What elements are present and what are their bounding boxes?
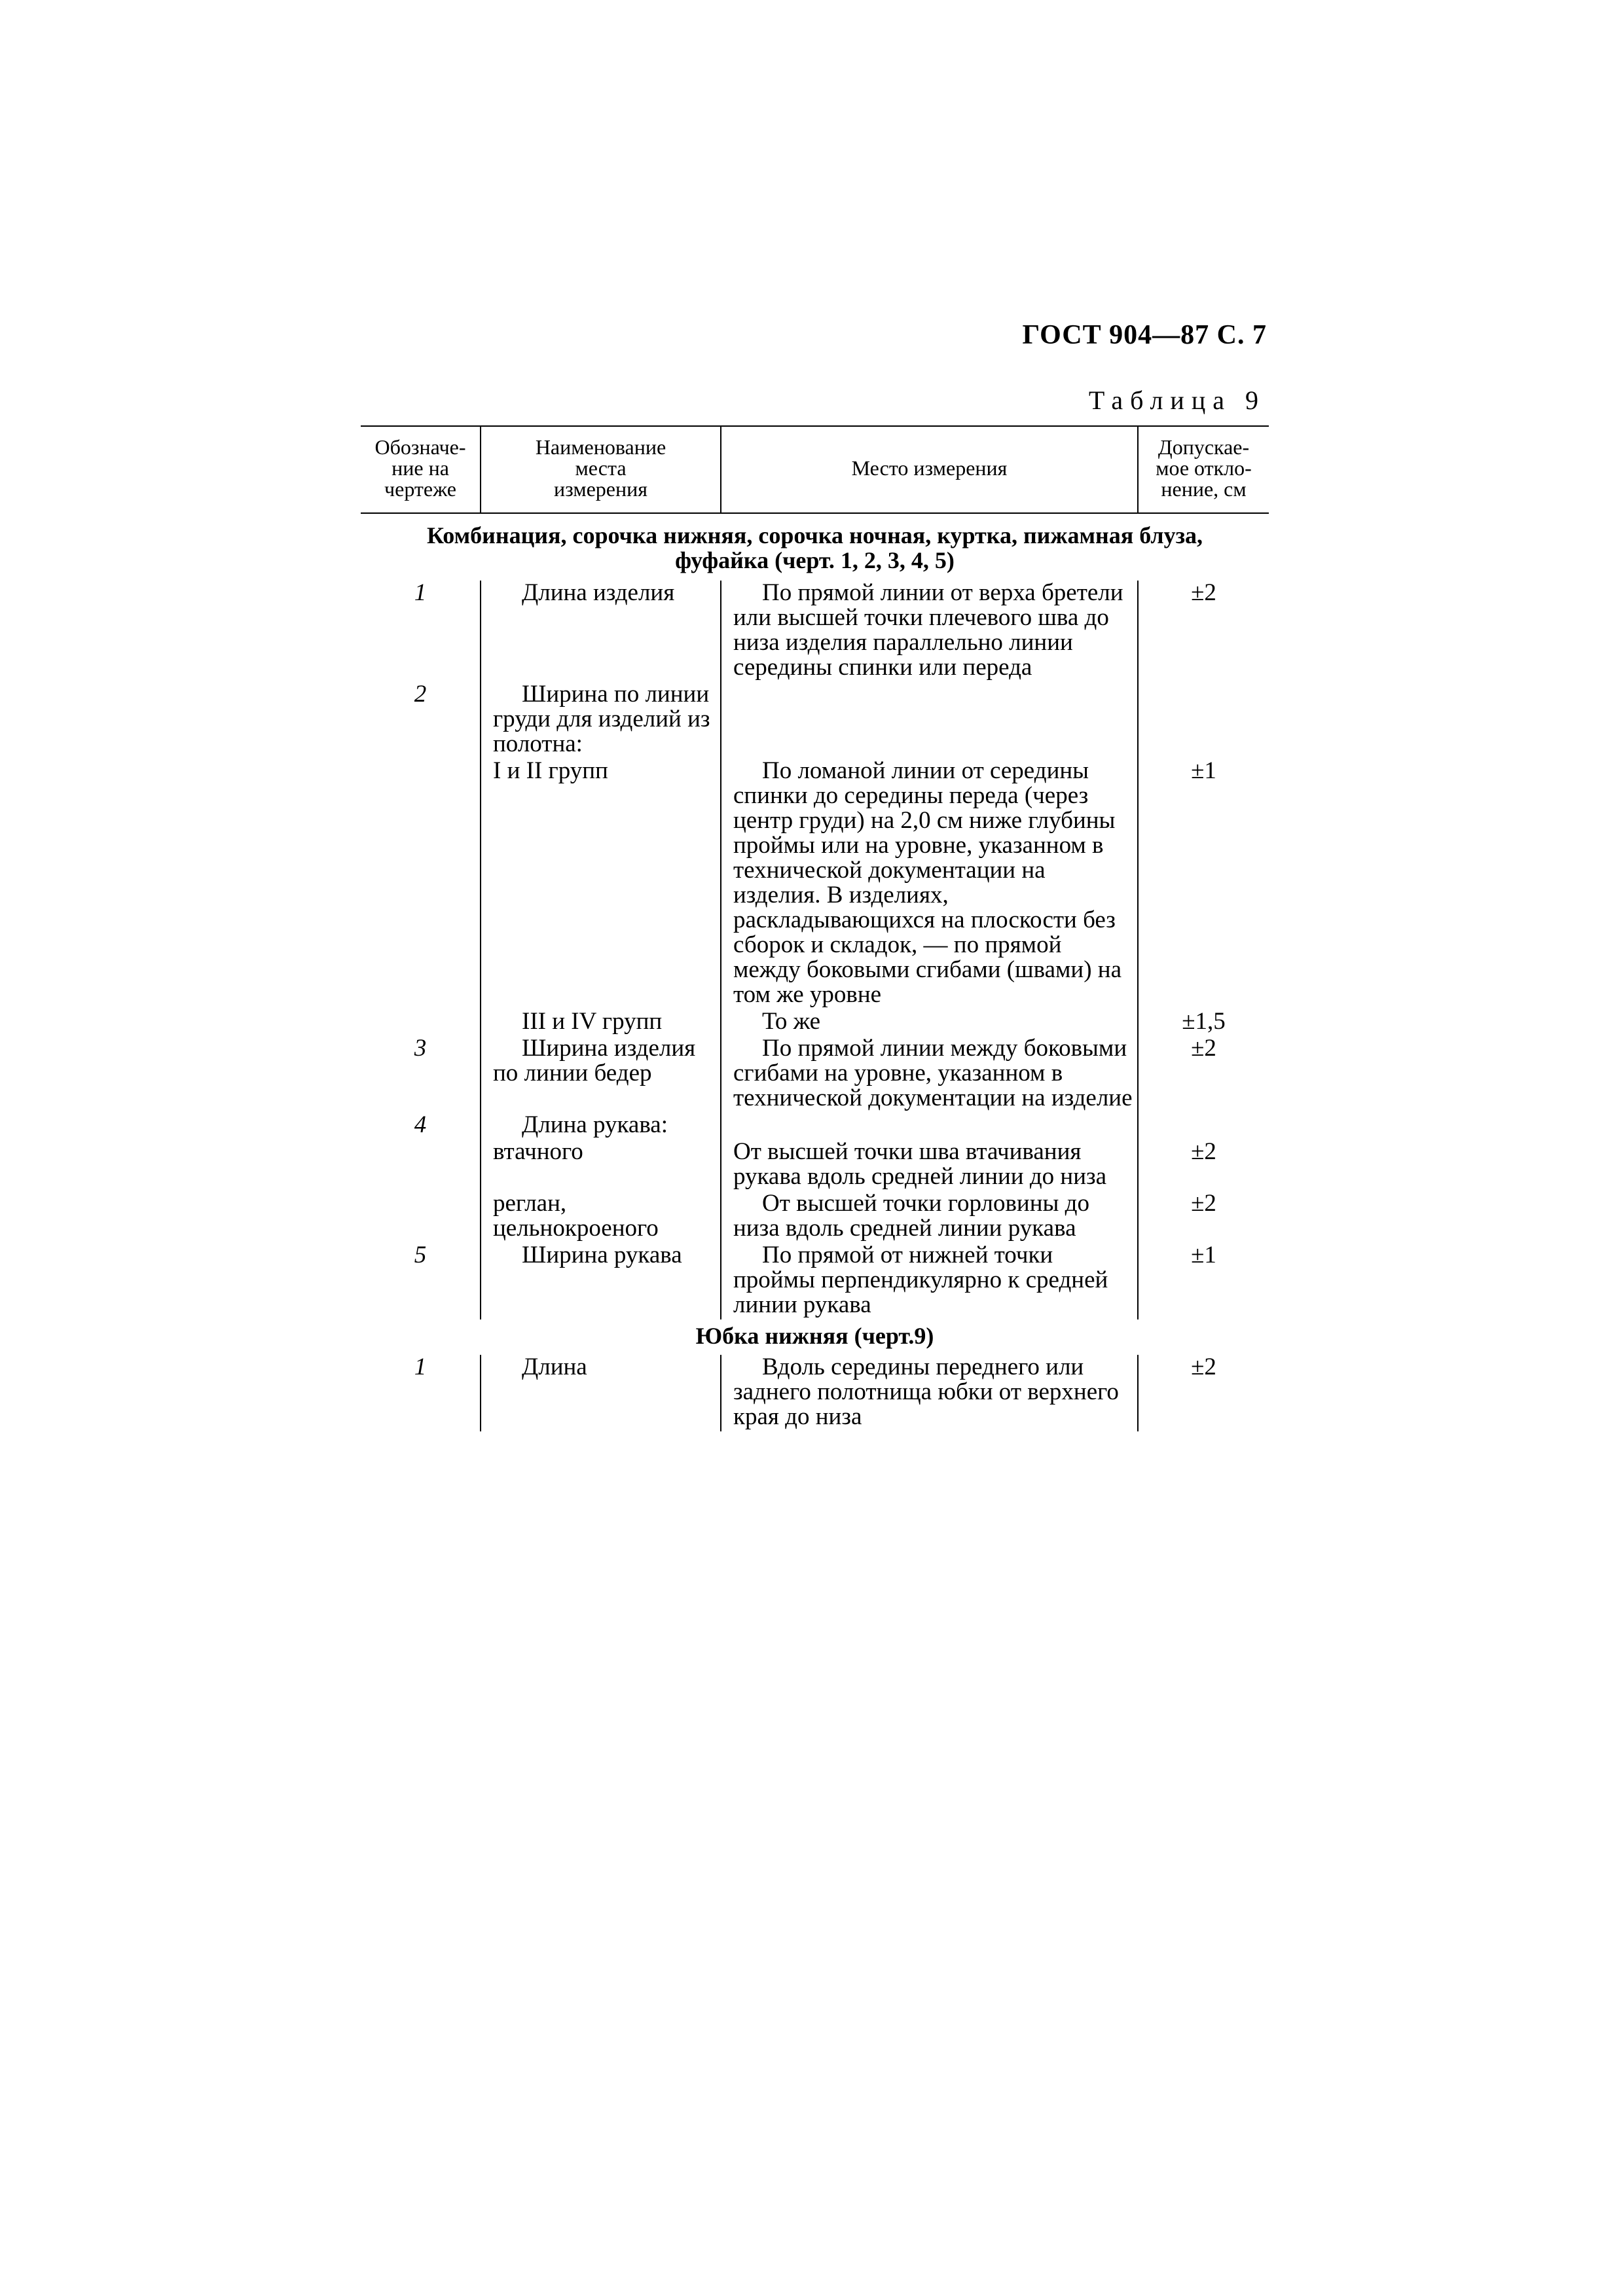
- row-code: [361, 1191, 481, 1243]
- row-tolerance: [1138, 682, 1269, 759]
- row-code: [361, 1139, 481, 1191]
- row-code: 1: [414, 1354, 427, 1380]
- table-row: [361, 1139, 1269, 1191]
- row-tolerance: ±1,5: [1138, 1009, 1269, 1036]
- table-row: [361, 1355, 1269, 1431]
- row-place: По прямой от нижней точки проймы перпендикулярно к средней линии рукава: [721, 1243, 1138, 1319]
- row-name: I и II групп: [481, 759, 721, 1009]
- row-code: 3: [414, 1035, 427, 1062]
- row-code: [361, 759, 481, 1009]
- row-name: Ширина по линии груди для изделий из полотна:: [481, 682, 721, 759]
- section-title: Юбка нижняя (черт.9): [695, 1323, 934, 1349]
- table-row: [361, 682, 1269, 759]
- table-caption: Таблица 9: [1088, 386, 1266, 415]
- row-name: втачного: [481, 1139, 721, 1191]
- table-row: [361, 1243, 1269, 1319]
- table-row: [361, 759, 1269, 1009]
- row-code: [361, 1009, 481, 1036]
- row-place: [721, 1113, 1138, 1139]
- row-place: По ломаной линии от середины спинки до середины переда (через центр груди) на 2,0 см ниже глубины проймы или на уровне, указанном в технической документации на изделия. В изделиях, раскладывающихся на плоскости без сборок и складок, — по прямой между боковыми сгибами (швами) на том же уровне: [721, 759, 1138, 1009]
- row-code: 4: [414, 1111, 427, 1138]
- table-row: [361, 1009, 1269, 1036]
- row-name: Длина изделия: [481, 581, 721, 682]
- measurement-table: [361, 425, 1269, 1431]
- section-heading: [361, 513, 1269, 581]
- row-place: То же: [721, 1009, 1138, 1036]
- row-tolerance: ±2: [1138, 1355, 1269, 1431]
- row-place: Вдоль середины переднего или заднего полотнища юбки от верхнего края до низа: [721, 1355, 1138, 1431]
- row-name: Ширина изделия по линии бедер: [481, 1036, 721, 1113]
- row-place: От высшей точки горловины до низа вдоль средней линии рукава: [721, 1191, 1138, 1243]
- row-tolerance: ±2: [1138, 1191, 1269, 1243]
- column-header-name: Наименование места измерения: [481, 426, 721, 513]
- row-name: реглан, цельнокроеного: [481, 1191, 721, 1243]
- row-tolerance: ±1: [1138, 1243, 1269, 1319]
- row-name: Длина рукава:: [481, 1113, 721, 1139]
- row-name: Длина: [481, 1355, 721, 1431]
- column-header-code: Обозначе- ние на чертеже: [361, 426, 481, 513]
- row-place: От высшей точки шва втачивания рукава вдоль средней линии до низа: [721, 1139, 1138, 1191]
- column-header-tolerance: Допускае- мое откло- нение, см: [1138, 426, 1269, 513]
- table-row: [361, 1113, 1269, 1139]
- row-place: [721, 682, 1138, 759]
- section-heading: [361, 1319, 1269, 1355]
- table-row: [361, 1191, 1269, 1243]
- row-tolerance: ±2: [1138, 1036, 1269, 1113]
- column-header-place: Место измерения: [721, 426, 1138, 513]
- row-tolerance: [1138, 1113, 1269, 1139]
- row-name: III и IV групп: [481, 1009, 721, 1036]
- row-tolerance: ±1: [1138, 759, 1269, 1009]
- row-tolerance: ±2: [1138, 581, 1269, 682]
- row-place: По прямой линии от верха бретели или высшей точки плечевого шва до низа изделия параллельно линии середины спинки или переда: [721, 581, 1138, 682]
- table-row: [361, 581, 1269, 682]
- row-code: 2: [414, 681, 427, 708]
- table-row: [361, 1036, 1269, 1113]
- row-tolerance: ±2: [1138, 1139, 1269, 1191]
- row-code: 1: [414, 579, 427, 606]
- page-header: ГОСТ 904—87 С. 7: [1022, 320, 1267, 350]
- row-code: 5: [414, 1242, 427, 1268]
- row-place: По прямой линии между боковыми сгибами на уровне, указанном в технической документации на изделие: [721, 1036, 1138, 1113]
- section-title: Комбинация, сорочка нижняя, сорочка ночная, куртка, пижамная блуза, фуфайка (черт. 1, 2, 3, 4, 5): [426, 522, 1203, 573]
- row-name: Ширина рукава: [481, 1243, 721, 1319]
